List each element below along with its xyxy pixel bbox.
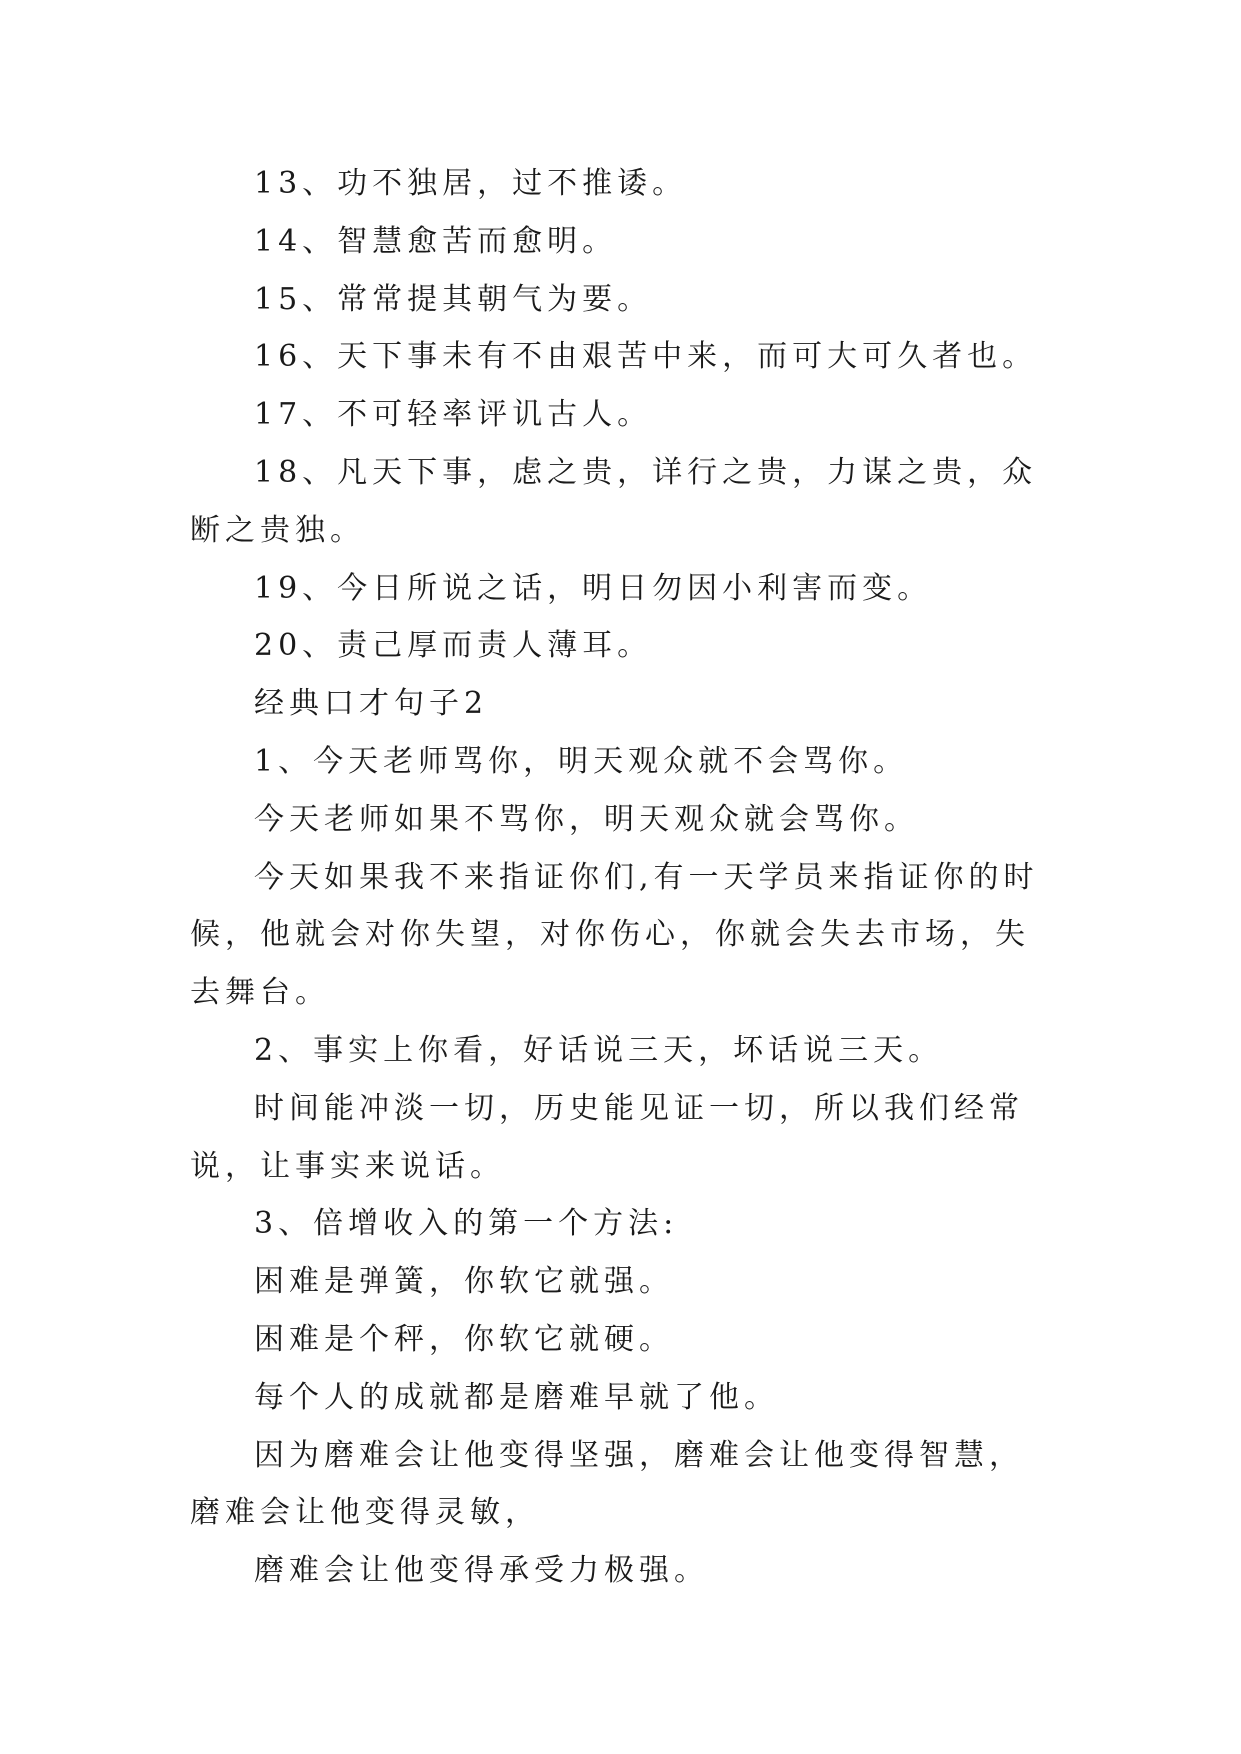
paragraph-19: 19、今日所说之话，明日勿因小利害而变。: [254, 570, 933, 606]
paragraph-item-3-cont-d: 因为磨难会让他变得坚强，磨难会让他变得智慧，磨难会让他变得灵敏，: [190, 1437, 1024, 1531]
paragraph-item-3-cont-b: 困难是个秤，你软它就硬。: [254, 1321, 674, 1357]
paragraph-17: 17、不可轻率评讥古人。: [254, 397, 653, 433]
paragraph-item-3-cont-e: 磨难会让他变得承受力极强。: [254, 1553, 709, 1589]
paragraph-item-3-cont-c: 每个人的成就都是磨难早就了他。: [254, 1379, 779, 1415]
paragraph-item-2-cont: 时间能冲淡一切，历史能见证一切，所以我们经常说，让事实来说话。: [190, 1090, 1024, 1184]
paragraph-18: 18、凡天下事，虑之贵，详行之贵，力谋之贵，众断之贵独。: [190, 454, 1038, 548]
paragraph-20: 20、责己厚而责人薄耳。: [254, 628, 653, 664]
paragraph-14: 14、智慧愈苦而愈明。: [254, 223, 618, 259]
paragraph-item-1: 1、今天老师骂你，明天观众就不会骂你。: [254, 743, 909, 779]
paragraph-item-1-cont-a: 今天老师如果不骂你，明天观众就会骂你。: [254, 801, 919, 837]
document-body: [190, 155, 1050, 1600]
paragraph-15: 15、常常提其朝气为要。: [254, 281, 653, 317]
paragraph-16: 16、天下事未有不由艰苦中来，而可大可久者也。: [254, 339, 1038, 375]
paragraph-13: 13、功不独居，过不推诿。: [254, 166, 688, 201]
paragraph-item-2: 2、事实上你看，好话说三天，坏话说三天。: [254, 1032, 944, 1068]
paragraph-item-3: 3、倍增收入的第一个方法:: [254, 1206, 679, 1242]
paragraph-item-3-cont-a: 困难是弹簧，你软它就强。: [254, 1264, 674, 1300]
paragraph-item-1-cont-b: 今天如果我不来指证你们,有一天学员来指证你的时候，他就会对你失望，对你伤心，你就会失去市场，失去舞台。: [190, 859, 1039, 1011]
section-heading: 经典口才句子2: [254, 686, 489, 722]
